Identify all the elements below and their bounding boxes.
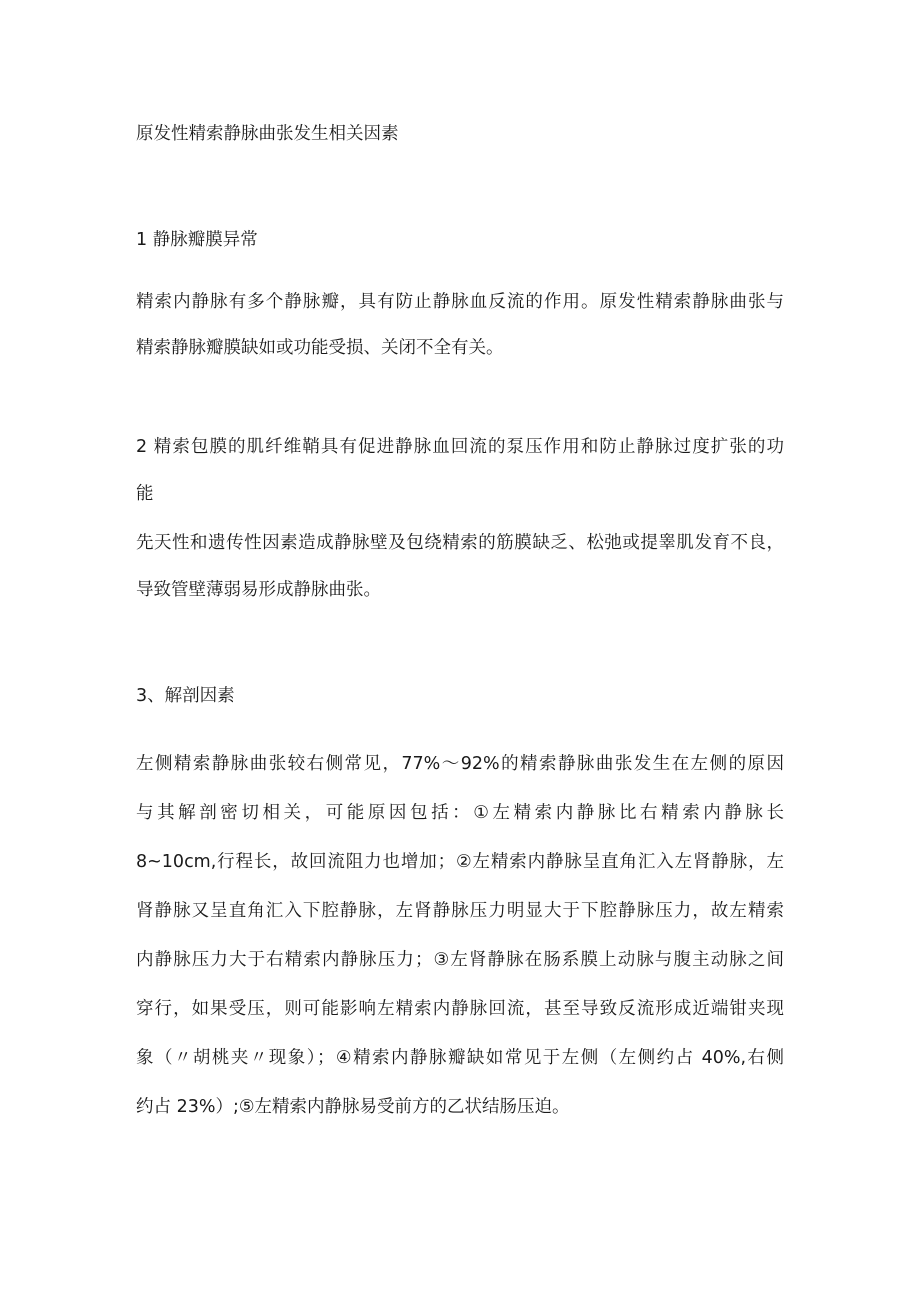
paragraph-line: 左侧精索静脉曲张较右侧常见，77%～92%的精索静脉曲张发生在左侧的原因 bbox=[136, 754, 784, 774]
document-title: 原发性精索静脉曲张发生相关因素 bbox=[136, 124, 399, 144]
paragraph-line: 8~10cm,行程长，故回流阻力也增加；②左精索内静脉呈直角汇入左肾静脉，左 bbox=[136, 852, 784, 872]
paragraph-line: 精索静脉瓣膜缺如或功能受损、关闭不全有关。 bbox=[136, 338, 504, 358]
paragraph-line: 先天性和遗传性因素造成静脉壁及包绕精索的筋膜缺乏、松弛或提睾肌发育不良， bbox=[136, 533, 784, 553]
paragraph-line: 约占 23%）;⑤左精索内静脉易受前方的乙状结肠压迫。 bbox=[136, 1097, 570, 1117]
section-heading-sheath: 2 精索包膜的肌纤维鞘具有促进静脉血回流的泵压作用和防止静脉过度扩张的功 bbox=[136, 437, 784, 457]
paragraph-line: 穿行，如果受压，则可能影响左精索内静脉回流，甚至导致反流形成近端钳夹现 bbox=[136, 999, 784, 1019]
paragraph-line: 肾静脉又呈直角汇入下腔静脉，左肾静脉压力明显大于下腔静脉压力，故左精索 bbox=[136, 901, 784, 921]
paragraph-line: 象（〃胡桃夹〃现象）；④精索内静脉瓣缺如常见于左侧（左侧约占 40%,右侧 bbox=[136, 1048, 784, 1068]
paragraph-line: 导致管壁薄弱易形成静脉曲张。 bbox=[136, 580, 381, 600]
section-heading-valve: 1 静脉瓣膜异常 bbox=[136, 230, 258, 250]
paragraph-line: 内静脉压力大于右精索内静脉压力；③左肾静脉在肠系膜上动脉与腹主动脉之间 bbox=[136, 950, 784, 970]
paragraph-line: 与其解剖密切相关，可能原因包括：①左精索内静脉比右精索内静脉长 bbox=[136, 803, 784, 823]
section-heading-anatomy: 3、解剖因素 bbox=[136, 686, 235, 706]
section-heading-sheath-cont: 能 bbox=[136, 484, 154, 504]
paragraph-line: 精索内静脉有多个静脉瓣，具有防止静脉血反流的作用。原发性精索静脉曲张与 bbox=[136, 292, 784, 312]
